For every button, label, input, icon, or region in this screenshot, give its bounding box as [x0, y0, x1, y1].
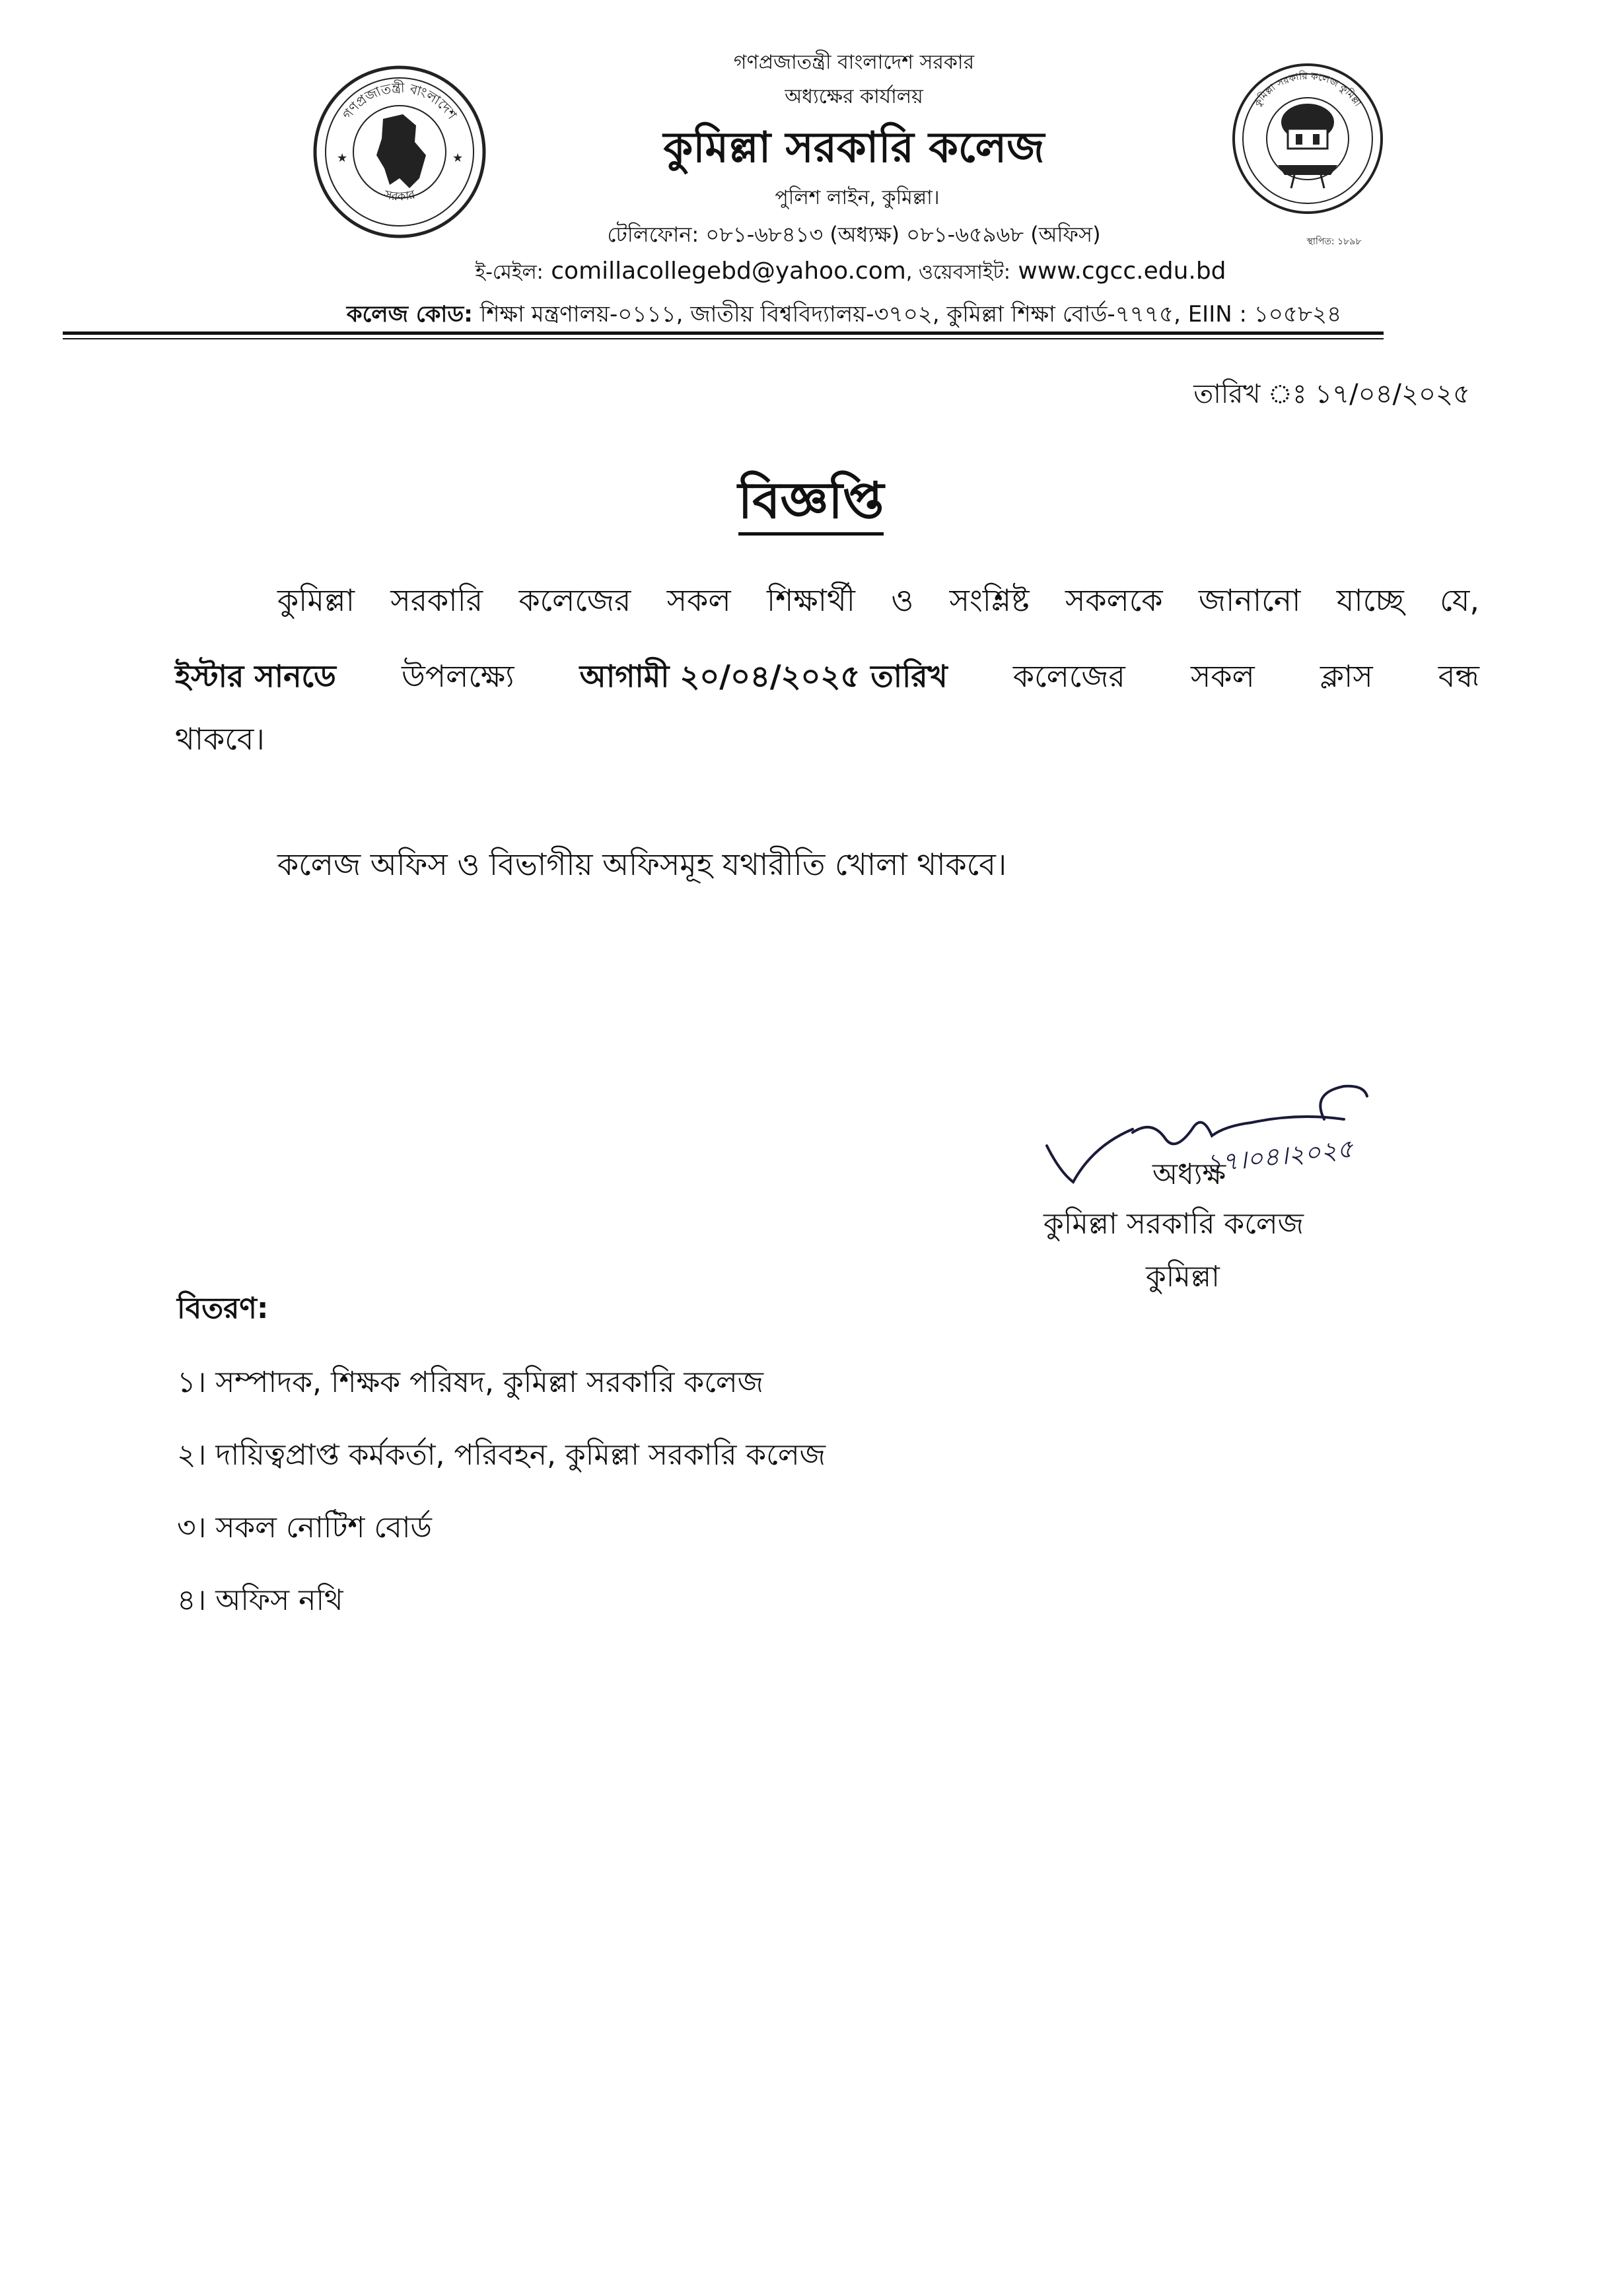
body-word: সংশ্লিষ্ট [949, 582, 1030, 618]
body-word: যে, [1440, 582, 1479, 618]
signatory-title: অধ্যক্ষ [1152, 1158, 1226, 1191]
government-name: গণপ্রজাতন্ত্রী বাংলাদেশ সরকার [733, 51, 975, 74]
logo-estd-text: স্থাপিত: ১৮৯৮ [1306, 236, 1362, 247]
svg-text:★: ★ [452, 151, 464, 165]
office-name: অধ্যক্ষের কার্যালয় [785, 85, 923, 108]
distribution-item: ৪। অফিস নথি [177, 1583, 343, 1617]
code-values: শিক্ষা মন্ত্রণালয়-০১১১, জাতীয় বিশ্ববিদ্যালয়-৩৭০২, কুমিল্লা শিক্ষা বোর্ড-৭৭৭৫, EIIN : ১০৫৮২৪ [479, 301, 1342, 328]
body-word: কলেজের [518, 582, 631, 618]
college-codes [0, 297, 1622, 335]
body-word: সরকারি [390, 582, 483, 618]
distribution-item: ১। সম্পাদক, শিক্ষক পরিষদ, কুমিল্লা সরকারি কলেজ [177, 1366, 764, 1399]
college-phone: টেলিফোন: ০৮১-৬৮৪১৩ (অধ্যক্ষ) ০৮১-৬৫৯৬৮ (অফিস) [607, 222, 1101, 247]
occasion-word: উপলক্ষ্যে [402, 658, 514, 694]
code-label: কলেজ কোড: [346, 301, 473, 328]
email-address: comillacollegebd@yahoo.com [551, 258, 906, 285]
distribution-item: ৩। সকল নোটিশ বোর্ড [177, 1511, 432, 1545]
body-word: জানানো [1198, 582, 1301, 618]
body-word: যাচ্ছে [1336, 582, 1404, 618]
website-label: , ওয়েবসাইট: [905, 261, 1010, 284]
signature-date: ১৭।০৪।২০২৫ [1203, 1134, 1355, 1179]
contact-line [0, 256, 1622, 290]
distribution-heading: বিতরণ: [177, 1292, 269, 1325]
body-word: শিক্ষার্থী [767, 582, 855, 618]
seal-left-top-text: গণপ্রজাতন্ত্রী বাংলাদেশ [339, 79, 460, 122]
body-line-1 [277, 578, 1479, 628]
body-line-2 [175, 654, 1479, 704]
body-word: সকল [1190, 658, 1255, 694]
college-address: পুলিশ লাইন, কুমিল্লা। [775, 186, 940, 209]
website-address: www.cgcc.edu.bd [1018, 258, 1226, 285]
body-word: সকলকে [1065, 582, 1163, 618]
signatory-city: কুমিল্লা [1146, 1260, 1220, 1294]
header-divider [63, 331, 1384, 335]
body-line-4: কলেজ অফিস ও বিভাগীয় অফিসমূহ যথারীতি খোলা থাকবে। [277, 847, 1007, 882]
body-word: কুমিল্লা [277, 582, 355, 618]
logo-arc-text: কুমিল্লা সরকারি কলেজ কুমিল্লা [1251, 69, 1364, 109]
college-name: কুমিল্লা সরকারি কলেজ [663, 123, 1045, 172]
svg-text:★: ★ [337, 151, 348, 165]
header-divider-thin [63, 338, 1384, 339]
seal-left-bottom-text: সরকার [382, 188, 417, 204]
distribution-item: ২। দায়িত্বপ্রাপ্ত কর্মকর্তা, পরিবহন, কুমিল্লা সরকারি কলেজ [177, 1438, 826, 1472]
body-word: কলেজের [1012, 658, 1125, 694]
body-word: সকল [666, 582, 731, 618]
closure-date: আগামী ২০/০৪/২০২৫ তারিখ [579, 658, 948, 694]
body-word: ক্লাস [1320, 658, 1373, 694]
notice-title-text: বিজ্ঞপ্তি [738, 471, 884, 536]
notice-title [0, 462, 1622, 546]
principal-signature-icon [1034, 1066, 1430, 1199]
body-line-3: থাকবে। [175, 721, 265, 757]
notice-date: তারিখ ঃ ১৭/০৪/২০২৫ [1193, 379, 1470, 409]
body-word: ও [891, 582, 914, 618]
email-label: ই-মেইল: [475, 261, 544, 284]
event-name: ইস্টার সানডে [175, 658, 336, 694]
signatory-organization: কুমিল্লা সরকারি কলেজ [1043, 1207, 1304, 1241]
body-word: বন্ধ [1438, 658, 1479, 694]
